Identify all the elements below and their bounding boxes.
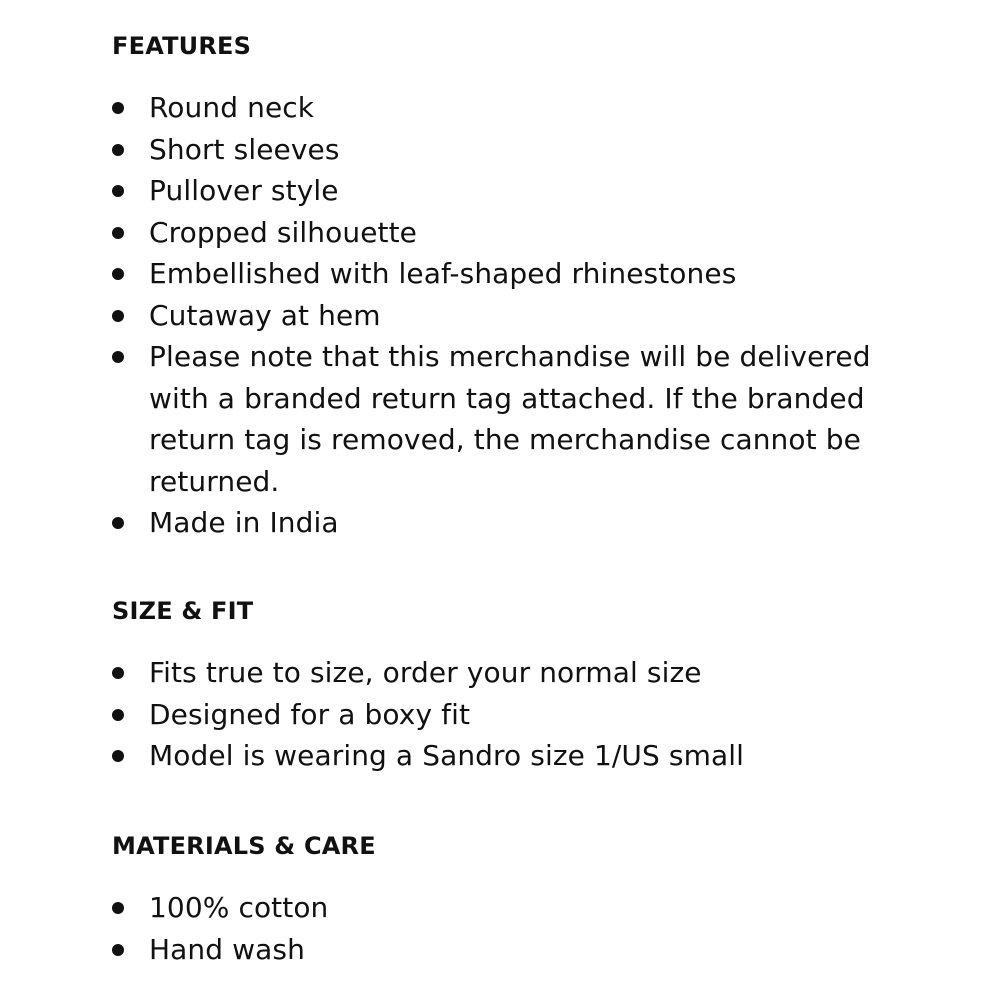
bullet-icon (112, 185, 124, 197)
bullet-icon (112, 902, 124, 914)
list-item (112, 129, 912, 171)
list-item (112, 253, 912, 295)
bullet-icon (112, 709, 124, 721)
list-item-text: 100% cotton (149, 891, 329, 924)
list-item (112, 87, 912, 129)
list-item (112, 502, 912, 544)
size-fit-section (112, 597, 972, 777)
list-item-text: Please note that this merchandise will be delivered with a branded return tag attached. If the branded return tag is removed, the merchandise cannot be returned. (149, 340, 871, 498)
list-item-text: Cropped silhouette (149, 215, 418, 249)
bullet-icon (112, 268, 124, 280)
features-list (112, 87, 912, 544)
list-item-text: Cutaway at hem (149, 298, 381, 332)
materials-care-section (112, 832, 972, 970)
bullet-icon (112, 750, 124, 762)
list-item-text: Fits true to size, order your normal size (149, 656, 702, 689)
bullet-icon (112, 667, 124, 679)
list-item-text: Round neck (149, 91, 315, 124)
list-item (112, 652, 972, 694)
list-item (112, 887, 972, 929)
materials-care-list (112, 887, 972, 970)
bullet-icon (112, 144, 124, 156)
list-item-text: Made in India (149, 506, 339, 539)
bullet-icon (112, 310, 124, 322)
list-item (112, 295, 912, 337)
list-item-text: Designed for a boxy fit (149, 697, 471, 731)
features-heading: FEATURES (112, 32, 252, 60)
list-item (112, 212, 912, 254)
list-item (112, 694, 972, 736)
list-item (112, 735, 972, 777)
list-item-text: Hand wash (149, 932, 305, 966)
size-fit-list (112, 652, 972, 777)
bullet-icon (112, 944, 124, 956)
bullet-icon (112, 102, 124, 114)
list-item-text: Embellished with leaf-shaped rhinestones (149, 257, 737, 290)
list-item (112, 336, 912, 502)
list-item-text: Model is wearing a Sandro size 1/US small (149, 739, 744, 772)
bullet-icon (112, 227, 124, 239)
bullet-icon (112, 351, 124, 363)
list-item (112, 929, 972, 971)
list-item (112, 170, 912, 212)
bullet-icon (112, 517, 124, 529)
size-fit-heading: SIZE & FIT (112, 597, 254, 625)
list-item-text: Pullover style (149, 174, 339, 207)
features-section (112, 32, 972, 544)
list-item-text: Short sleeves (149, 132, 340, 166)
materials-care-heading: MATERIALS & CARE (112, 832, 376, 860)
